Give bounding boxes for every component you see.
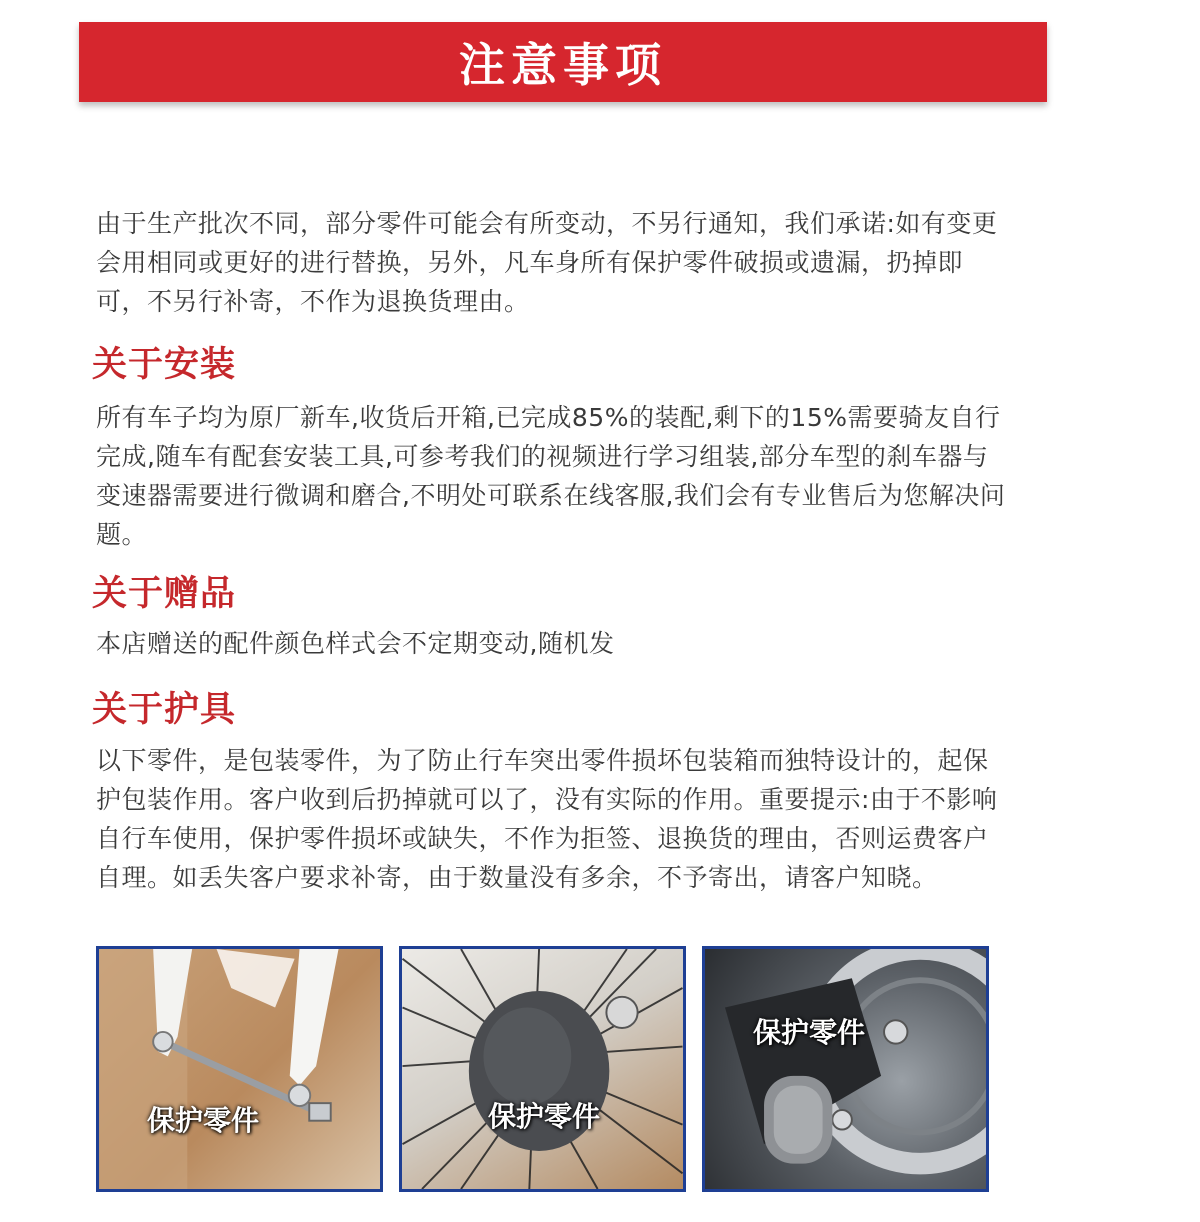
section-title-gift: 关于赠品	[92, 574, 237, 614]
fork-axle-protector-photo	[96, 946, 383, 1192]
photo-label-3: 保护零件	[753, 1016, 866, 1049]
wheel-hub-illustration	[402, 949, 683, 1189]
disc-brake-cap-photo	[702, 946, 989, 1192]
gift-paragraph: 本店赠送的配件颜色样式会不定期变动,随机发	[96, 629, 615, 658]
section-title-protect: 关于护具	[92, 690, 237, 730]
protect-paragraph: 以下零件，是包装零件，为了防止行车突出零件损坏包装箱而独特设计的，起保护包装作用。客户收到后扔掉就可以了，没有实际的作用。重要提示:由于不影响自行车使用，保护零件损坏或缺失，不作为拒签、退换货的理由，否则运费客户自理。如丢失客户要求补寄，由于数量没有多余，不予寄出，请客户知晓。	[96, 746, 998, 892]
photo-label-1: 保护零件	[147, 1104, 260, 1137]
install-paragraph: 所有车子均为原厂新车,收货后开箱,已完成85%的装配,剩下的15%需要骑友自行完成,随车有配套安装工具,可参考我们的视频进行学习组装,部分车型的刹车器与变速器需要进行微调和磨合,不明处可联系在线客服,我们会有专业售后为您解决问题。	[96, 403, 1006, 549]
cropped-heading	[96, 128, 256, 154]
fork-axle-illustration	[99, 949, 380, 1189]
wheel-hub-cover-photo	[399, 946, 686, 1192]
header-banner	[79, 22, 1047, 102]
disc-brake-illustration	[705, 949, 986, 1189]
intro-paragraph: 由于生产批次不同，部分零件可能会有所变动，不另行通知，我们承诺:如有变更会用相同或更好的进行替换，另外，凡车身所有保护零件破损或遗漏，扔掉即可，不另行补寄，不作为退换货理由。	[96, 209, 998, 316]
page-title: 注意事项	[459, 38, 667, 92]
section-title-install: 关于安装	[92, 345, 237, 385]
photo-label-2: 保护零件	[488, 1100, 601, 1133]
